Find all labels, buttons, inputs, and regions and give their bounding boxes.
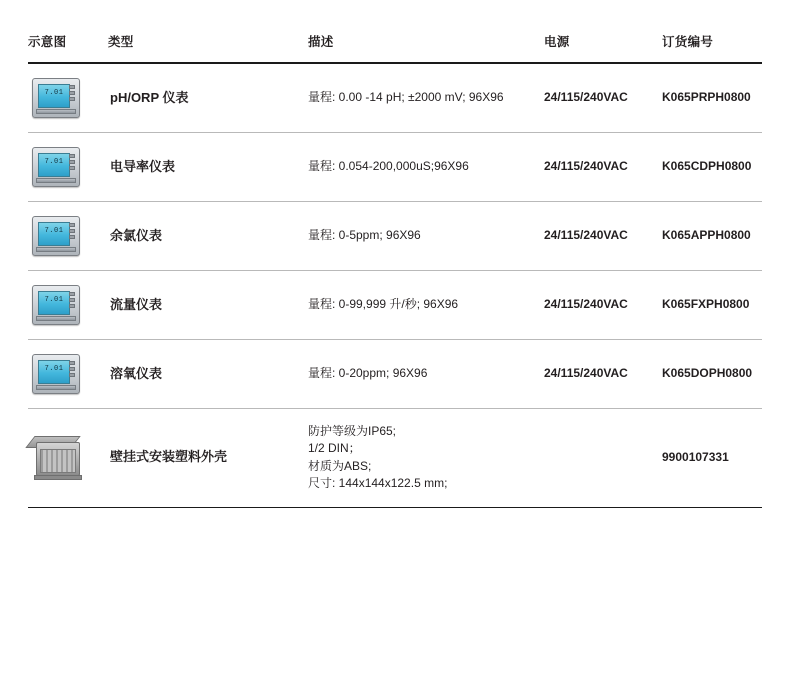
meter-screen-value: 7.01 [44,158,64,166]
meter-buttons [69,292,76,310]
cell-order-code: K065FXPH0800 [662,297,750,312]
meter-screen [38,360,70,384]
cell-type: 壁挂式安装塑料外壳 [110,449,228,465]
cell-image [28,340,108,409]
meter-screen-value: 7.01 [44,296,64,304]
table-row [28,133,762,202]
panel-meter-icon [32,78,80,118]
column-header-order-code: 订货编号 [662,35,714,49]
cell-order-code: K065PRPH0800 [662,90,751,105]
cell-order-code: K065APPH0800 [662,228,751,243]
cell-description [308,409,544,508]
meter-buttons [69,223,76,241]
cell-order-code: 9900107331 [662,450,729,465]
meter-screen-value: 7.01 [44,365,64,373]
meter-buttons [69,361,76,379]
meter-base [36,316,76,321]
description-line: 量程: 0.00 -14 pH; ±2000 mV; 96X96 [308,90,504,105]
meter-base [36,247,76,252]
table-header [28,32,762,63]
panel-meter-icon [32,147,80,187]
cell-type: 余氯仪表 [110,227,163,243]
cell-power [544,409,662,508]
description-line: 尺寸: 144x144x122.5 mm; [308,476,448,491]
meter-base [36,178,76,183]
panel-meter-icon [32,354,80,394]
cell-power: 24/115/240VAC [544,366,628,381]
meter-base [36,385,76,390]
description-line: 量程: 0.054-200,000uS;96X96 [308,159,469,174]
cell-description [308,340,544,409]
cell-description [308,63,544,133]
table-row [28,63,762,133]
column-header-description: 描述 [308,35,334,49]
cell-power: 24/115/240VAC [544,228,628,243]
description-line: 量程: 0-99,999 升/秒; 96X96 [308,297,459,312]
meter-screen-value: 7.01 [44,89,64,97]
cell-type: 电导率仪表 [110,158,176,174]
meter-base [36,109,76,114]
meter-screen [38,153,70,177]
cell-order-code: K065DOPH0800 [662,366,753,381]
description-line: 量程: 0-20ppm; 96X96 [308,366,428,381]
description-line: 量程: 0-5ppm; 96X96 [308,228,421,243]
cell-power: 24/115/240VAC [544,159,628,174]
cell-type: 溶氧仪表 [110,365,163,381]
meter-screen [38,84,70,108]
cell-type: 流量仪表 [110,296,163,312]
cell-description [308,202,544,271]
table-row [28,340,762,409]
column-header-type: 类型 [108,35,134,49]
enclosure-ribs [40,449,76,473]
table-row [28,202,762,271]
cell-power: 24/115/240VAC [544,90,628,105]
meter-screen [38,222,70,246]
description-line: 防护等级为IP65; [308,424,397,438]
cell-image [28,63,108,133]
panel-meter-icon [32,216,80,256]
panel-meter-icon [32,285,80,325]
meter-buttons [69,154,76,172]
table-row [28,271,762,340]
column-header-image: 示意图 [28,35,67,49]
description-line: 1/2 DIN； [308,441,361,456]
cell-description [308,271,544,340]
meter-buttons [69,85,76,103]
cell-image [28,271,108,340]
cell-image [28,202,108,271]
cell-description [308,133,544,202]
meter-screen [38,291,70,315]
table-header-row [28,32,762,63]
description-line: 材质为ABS; [308,458,372,473]
table-body [28,63,762,507]
cell-image [28,133,108,202]
spec-sheet [0,32,790,674]
cell-image [28,409,108,508]
cell-power: 24/115/240VAC [544,297,628,312]
wall-mount-enclosure-icon [30,436,86,480]
table-row [28,409,762,508]
cell-type: pH/ORP 仪表 [110,89,189,105]
enclosure-foot [34,475,82,480]
column-header-power: 电源 [544,35,570,49]
cell-order-code: K065CDPH0800 [662,159,752,174]
meter-screen-value: 7.01 [44,227,64,235]
product-spec-table [28,32,762,508]
